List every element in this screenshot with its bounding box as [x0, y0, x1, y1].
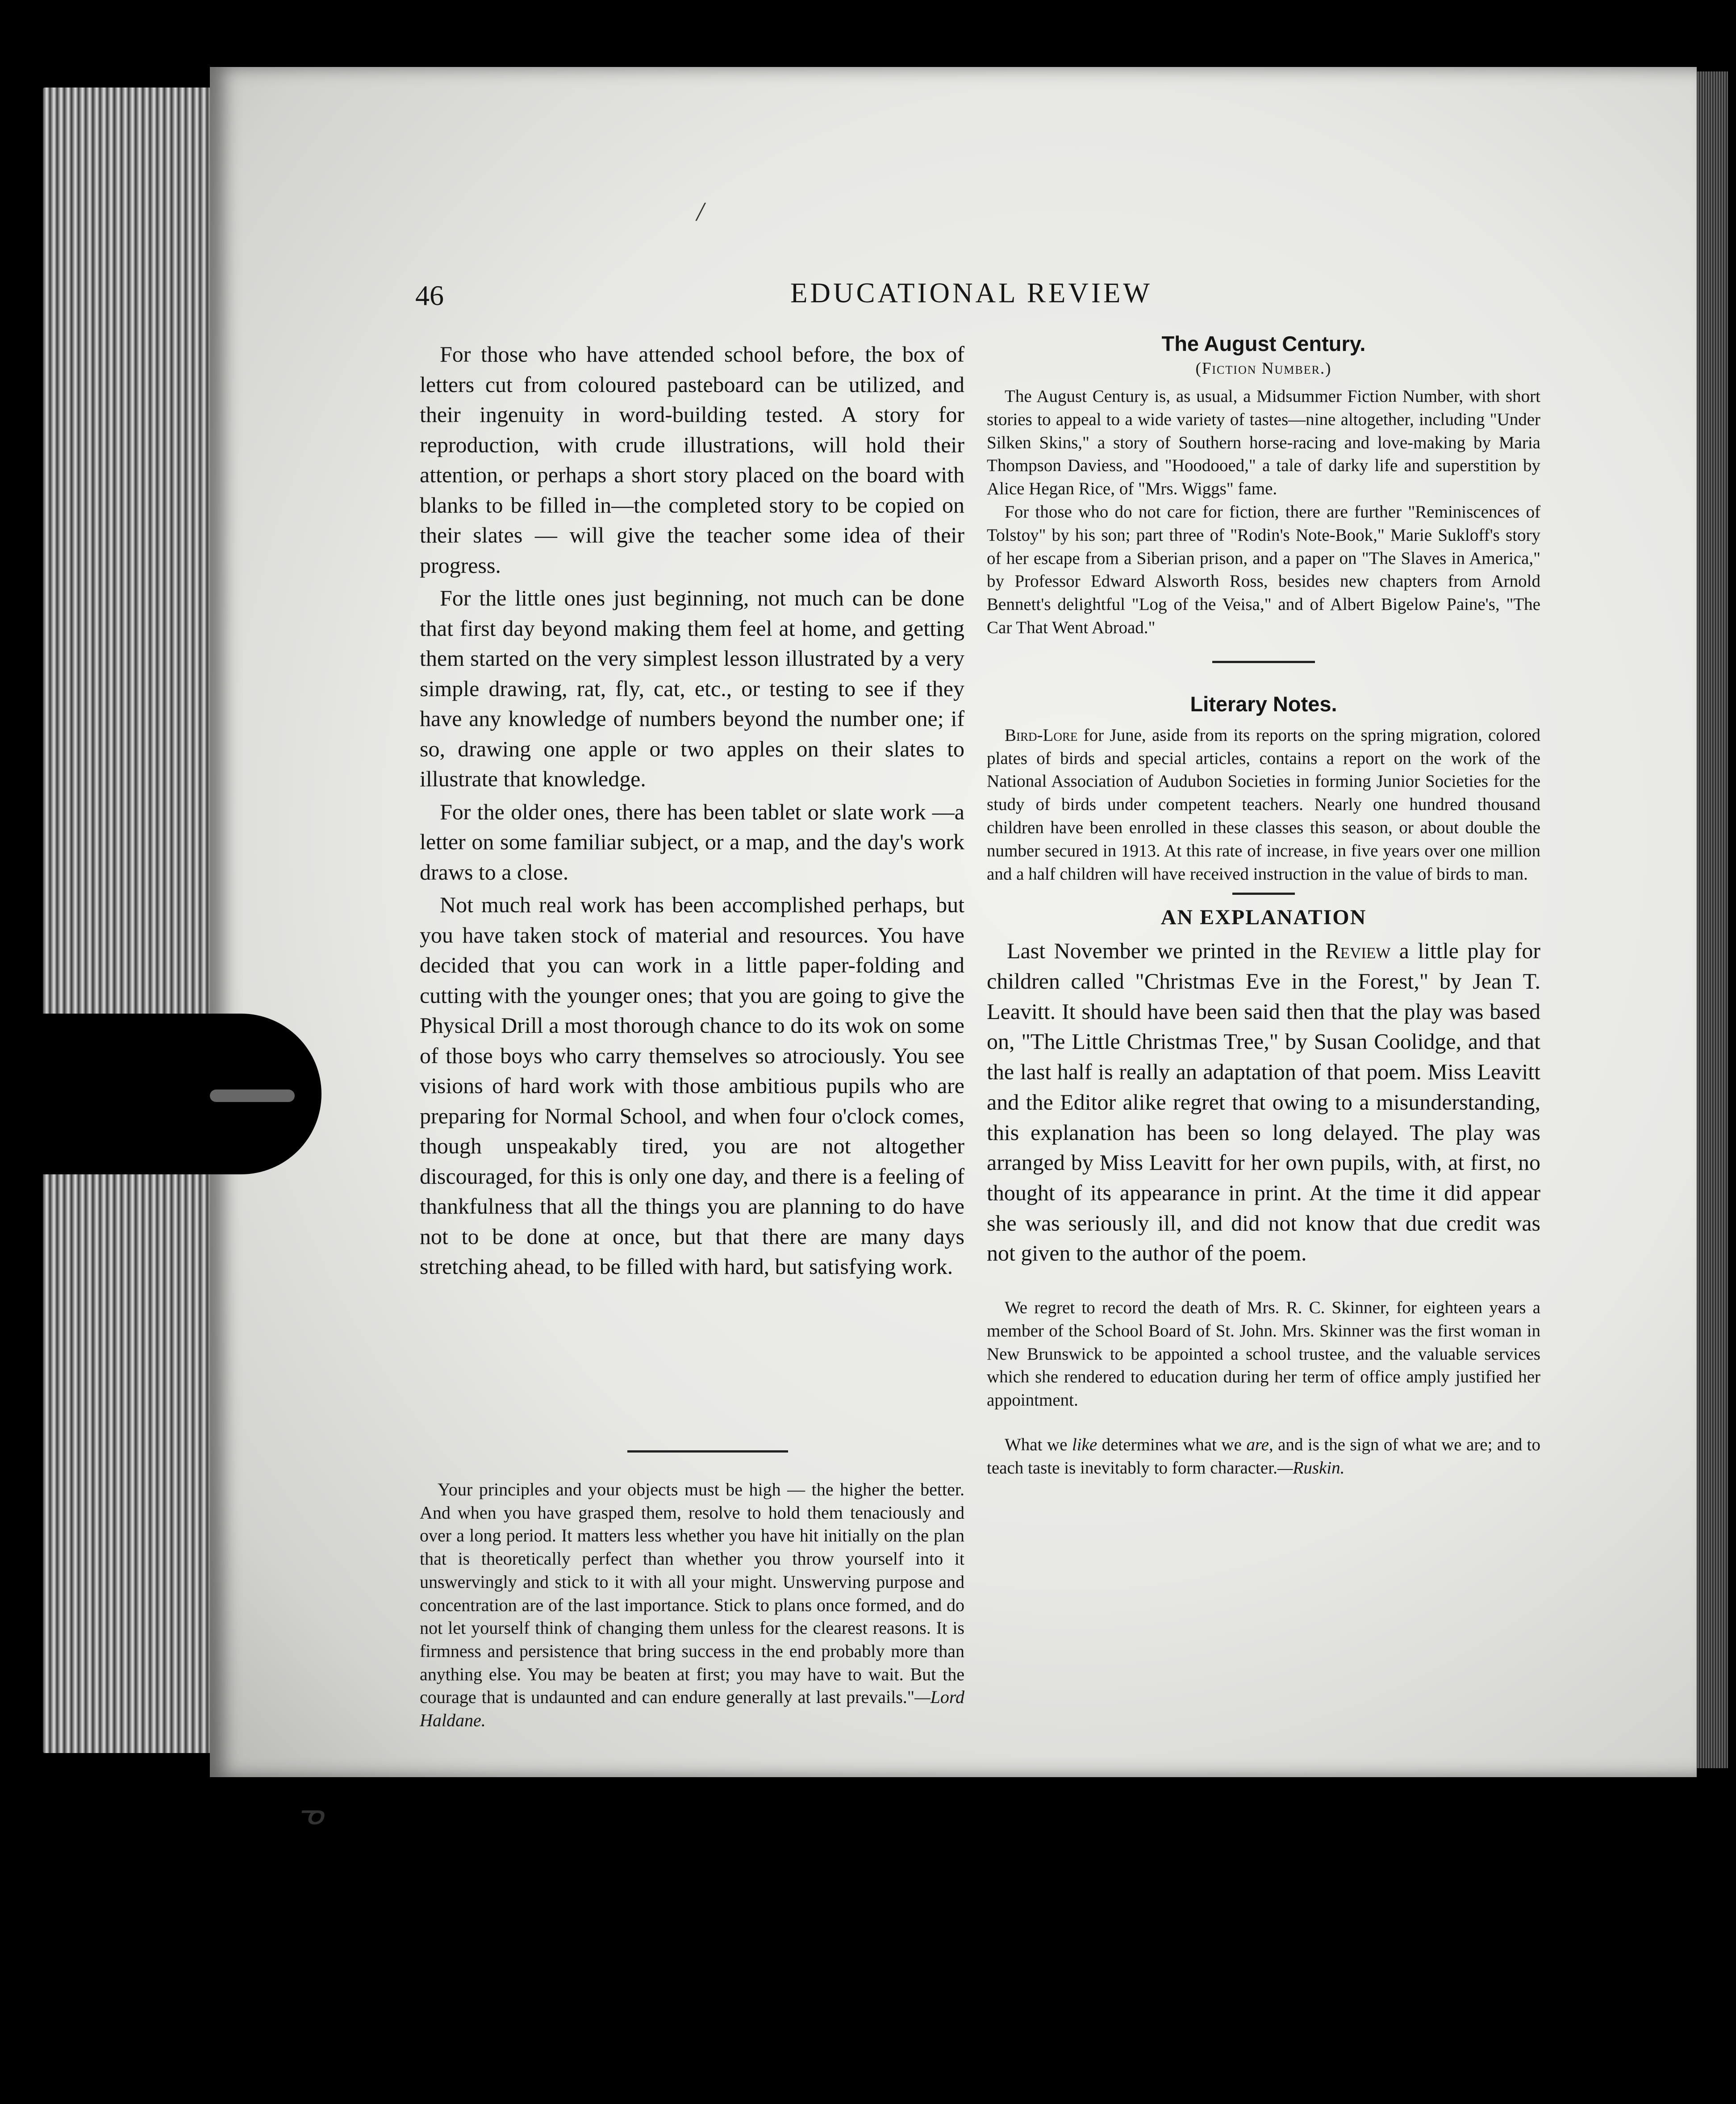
section-rule — [1212, 661, 1315, 663]
right-column — [987, 330, 1540, 1480]
paragraph: For those who do not care for fiction, there are further "Reminiscences of Tolstoy" by his son; part three of "Rodin's Note-Book," Marie Sukloff's story of her escape from a Siberian prison, and a paper on "The Slaves in America," by Professor Edward Alsworth Ross, besides new chapters from Arnold Bennett's delightful "Log of the Veisa," and of Albert Bigelow Paine's, "The Car That Went Abroad." — [987, 502, 1540, 637]
literary-notes-title: Literary Notes. — [1190, 692, 1337, 716]
ruskin-emphasis: are, — [1246, 1435, 1273, 1455]
review-word: Review — [1325, 938, 1391, 964]
explanation-text — [987, 936, 1540, 1269]
spacer — [987, 1269, 1540, 1296]
scan-mark: ᓀ — [297, 1797, 324, 1831]
section-rule — [1232, 893, 1295, 895]
quote-attribution: —Lord Haldane. — [420, 1687, 964, 1731]
bird-lore-name: Bird-Lore — [1005, 725, 1078, 745]
skinner-note: We regret to record the death of Mrs. R. C. Skinner, for eighteen years a member of the School Board of St. John. Mrs. Skinner was the first woman in New Brunswick to be appointed a school trustee, and the valuable services which she rendered to education during her term of office amply justified her appointment. — [987, 1298, 1540, 1410]
literary-notes-body: for June, aside from its reports on the spring migration, colored plates of birds and special articles, contains a report on the work of the National Association of Audubon Societies in forming Junior Societies for the study of birds under competent teachers. Nearly one hundred thousand children have been enrolled in these classes this season, or about double the number secured in 1913. At this rate of increase, in five years over one million and a half children will have received instruction in the value of birds to man. — [987, 725, 1540, 884]
explanation-text-end: a little play for children called "Christmas Eve in the Forest," by Jean T. Leavitt. It should have been said then that the play was based on, "The Little Christmas Tree," by Susan Coolidge, and that the last half is really an adaptation of that poem. Miss Leavitt and the Editor alike regret that owing to a misunderstanding, this explanation has been so long delayed. The play was arranged by Miss Leavitt for her own pupils, with, at first, no thought of its appearance in print. At the time it did appear she was seriously ill, and did not know that due credit was not given to the author of the poem. — [987, 938, 1540, 1266]
explanation-text-start: Last November we printed in the — [1007, 938, 1326, 964]
book-page-edges — [43, 88, 221, 1753]
section-rule — [627, 1450, 788, 1453]
scan-mark: / — [697, 197, 704, 226]
ruskin-attribution: —Ruskin. — [1277, 1458, 1345, 1478]
paragraph: For the little ones just beginning, not much can be done that first day beyond making them feel at home, and getting them started on the very simplest lesson illustrated by a very simple drawing, rat, fly, cat, etc., or testing to see if they have any knowledge of numbers beyond the number one; if so, drawing one apple or two apples on their slates to illustrate that knowledge. — [420, 585, 964, 791]
book-right-edge — [1697, 71, 1728, 1768]
ruskin-quote — [987, 1433, 1540, 1480]
spacer — [987, 1412, 1540, 1433]
paragraph: For the older ones, there has been tablet or slate work —a letter on some familiar subject, or a map, and the day's work draws to a close. — [420, 799, 964, 885]
literary-notes-text — [987, 724, 1540, 886]
explanation-title: AN EXPLANATION — [1160, 906, 1367, 930]
ruskin-text: determines what we — [1097, 1435, 1247, 1455]
ruskin-emphasis: like — [1072, 1435, 1098, 1455]
paragraph: Not much real work has been accomplished perhaps, but you have taken stock of material and resources. You have decided that you can work in a little paper-folding and cutting with the younger ones; that you are going to give the Physical Drill a most thorough chance to do its wok on some of those boys who carry themselves so atrociously. You see visions of hard work with those ambitious pupils who are preparing for Normal School, and when four o'clock comes, though unspeakably tired, you are not altogether discouraged, for this is only one day, and there is a feeling of thankfulness that all the things you are planning to do have not to be done at once, but that there are many days stretching ahead, to be filled with hard, but satisfying work. — [420, 892, 964, 1279]
august-century-title: The August Century. — [1161, 332, 1366, 355]
page-number: 46 — [415, 280, 444, 311]
august-century-subtitle: (Fiction Number.) — [1195, 359, 1332, 378]
ruskin-text: What we — [1005, 1435, 1072, 1455]
paragraph: For those who have attended school before, the box of letters cut from coloured pasteboard can be utilized, and their ingenuity in word-building tested. A story for reproduction, with crude illustrations, will hold their attention, or perhaps a short story placed on the board with blanks to be filled in—the completed story to be copied on their slates — will give the teacher some idea of their progress. — [420, 342, 964, 578]
ruskin-text: and is the sign of what we are; and to teach taste is inevitably to form character. — [987, 1435, 1541, 1478]
quote-text: Your principles and your objects must be high — the higher the better. And when you have grasped them, resolve to hold them tenaciously and over a long period. It matters less whether you have hit initially on the plan that is theoretically perfect than whether you throw yourself into it unswervingly and stick to it with all your might. Unswerving purpose and concentration are of the last importance. Stick to plans once formed, and do not let yourself think of changing them unless for the clearest reasons. It is firmness and persistence that bring success in the end probably more than anything else. You may be beaten at first; you may have to wait. But the courage that is undaunted and can endure generally at last prevails." — [420, 1479, 964, 1707]
running-title: EDUCATIONAL REVIEW — [790, 277, 1152, 309]
haldane-quote — [420, 1478, 964, 1732]
thumb-highlight — [210, 1090, 295, 1102]
left-column — [420, 339, 964, 1285]
paragraph: The August Century is, as usual, a Midsummer Fiction Number, with short stories to appeal to a wide variety of tastes—nine altogether, including "Under Silken Skins," a story of Southern horse-racing and love-making by Maria Thompson Daviess, and "Hoodooed," a tale of darky life and superstition by Alice Hegan Rice, of "Mrs. Wiggs" fame. — [987, 387, 1540, 499]
